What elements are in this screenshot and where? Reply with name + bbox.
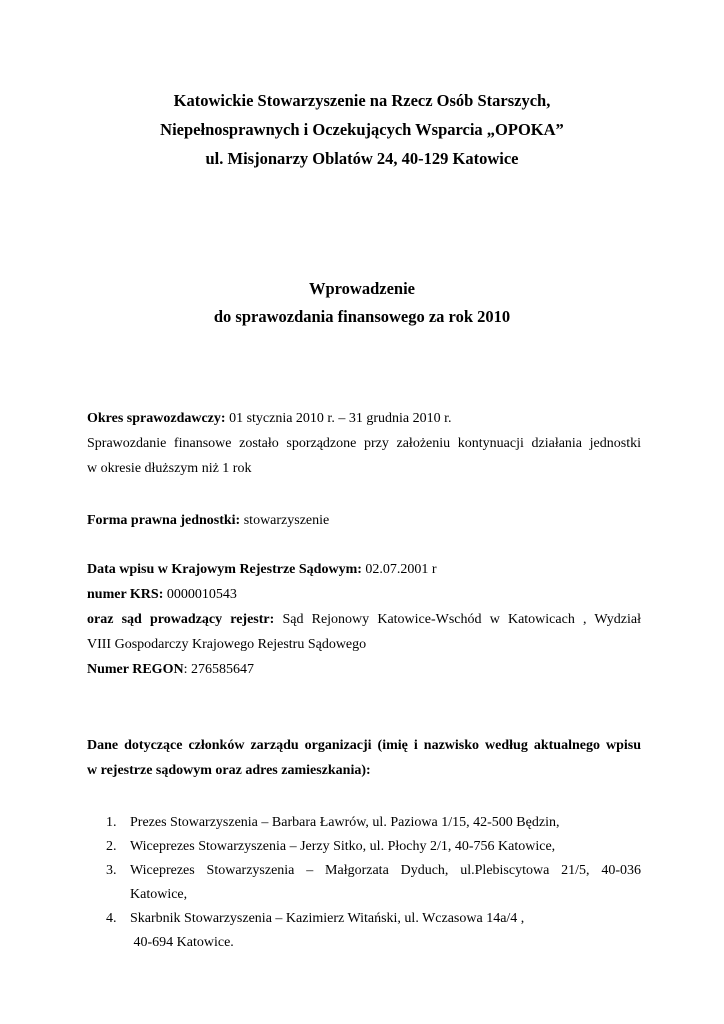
- regon-label: Numer REGON: [87, 662, 184, 677]
- registry-section: [87, 557, 641, 682]
- list-item-number: 1.: [106, 815, 117, 830]
- list-item-text-continued: 40-694 Katowice.: [130, 935, 234, 950]
- board-heading-line-1: Dane dotyczące członków zarządu organizacji (imię i nazwisko według aktualnego wpisu: [87, 738, 641, 753]
- reporting-period-section: [87, 406, 641, 481]
- list-item: [87, 859, 641, 907]
- list-item-text: Prezes Stowarzyszenia – Barbara Ławrów, ul. Paziowa 1/15, 42-500 Będzin,: [130, 815, 560, 830]
- legal-form-section: [87, 508, 641, 533]
- registry-court-value-1: Sąd Rejonowy Katowice-Wschód w Katowicach , Wydział: [274, 612, 641, 627]
- document-title: [0, 275, 724, 331]
- registry-court-row: [87, 607, 641, 632]
- reporting-period-value: 01 stycznia 2010 r. – 31 grudnia 2010 r.: [225, 411, 452, 426]
- board-heading: [87, 733, 641, 783]
- title-line-2: do sprawozdania finansowego za rok 2010: [213, 307, 511, 326]
- going-concern-note-line-2: w okresie dłuższym niż 1 rok: [87, 461, 252, 476]
- list-item: [87, 811, 641, 835]
- list-item-text: Wiceprezes Stowarzyszenia – Jerzy Sitko, ul. Płochy 2/1, 40-756 Katowice,: [130, 839, 556, 854]
- regon-row: [87, 657, 641, 682]
- list-item-text: Skarbnik Stowarzyszenia – Kazimierz Witański, ul. Wczasowa 14a/4 ,: [130, 911, 525, 926]
- list-item-number: 3.: [106, 863, 117, 878]
- list-item-text-continued: Katowice,: [130, 887, 188, 902]
- header-line-2: Niepełnosprawnych i Oczekujących Wsparcia „OPOKA”: [160, 120, 564, 139]
- list-item-number: 4.: [106, 911, 117, 926]
- legal-form-row: [87, 508, 641, 533]
- board-members-list: [87, 811, 641, 955]
- registry-date-value: 02.07.2001 r: [361, 562, 437, 577]
- krs-value: 0000010543: [163, 587, 237, 602]
- reporting-period-row: [87, 406, 641, 431]
- registry-court-label: oraz sąd prowadzący rejestr:: [87, 612, 275, 627]
- legal-form-value: stowarzyszenie: [240, 513, 330, 528]
- legal-form-label: Forma prawna jednostki:: [87, 513, 241, 528]
- going-concern-note-line-1: Sprawozdanie finansowe zostało sporządzone przy założeniu kontynuacji działania jednostki: [87, 436, 641, 451]
- title-line-1: Wprowadzenie: [308, 279, 416, 298]
- list-item-number: 2.: [106, 839, 117, 854]
- header-address: ul. Misjonarzy Oblatów 24, 40-129 Katowice: [205, 149, 519, 168]
- list-item: [87, 907, 641, 955]
- organization-header: [0, 86, 724, 173]
- registry-date-row: [87, 557, 641, 582]
- reporting-period-label: Okres sprawozdawczy:: [87, 411, 226, 426]
- krs-row: [87, 582, 641, 607]
- registry-date-label: Data wpisu w Krajowym Rejestrze Sądowym:: [87, 562, 362, 577]
- list-item: [87, 835, 641, 859]
- krs-label: numer KRS:: [87, 587, 164, 602]
- regon-value: : 276585647: [183, 662, 254, 677]
- board-heading-line-2: w rejestrze sądowym oraz adres zamieszkania):: [87, 763, 371, 778]
- header-line-1: Katowickie Stowarzyszenie na Rzecz Osób Starszych,: [173, 91, 551, 110]
- list-item-text: Wiceprezes Stowarzyszenia – Małgorzata Dyduch, ul.Plebiscytowa 21/5, 40-036: [130, 863, 641, 878]
- registry-court-value-2: VIII Gospodarczy Krajowego Rejestru Sądowego: [87, 637, 367, 652]
